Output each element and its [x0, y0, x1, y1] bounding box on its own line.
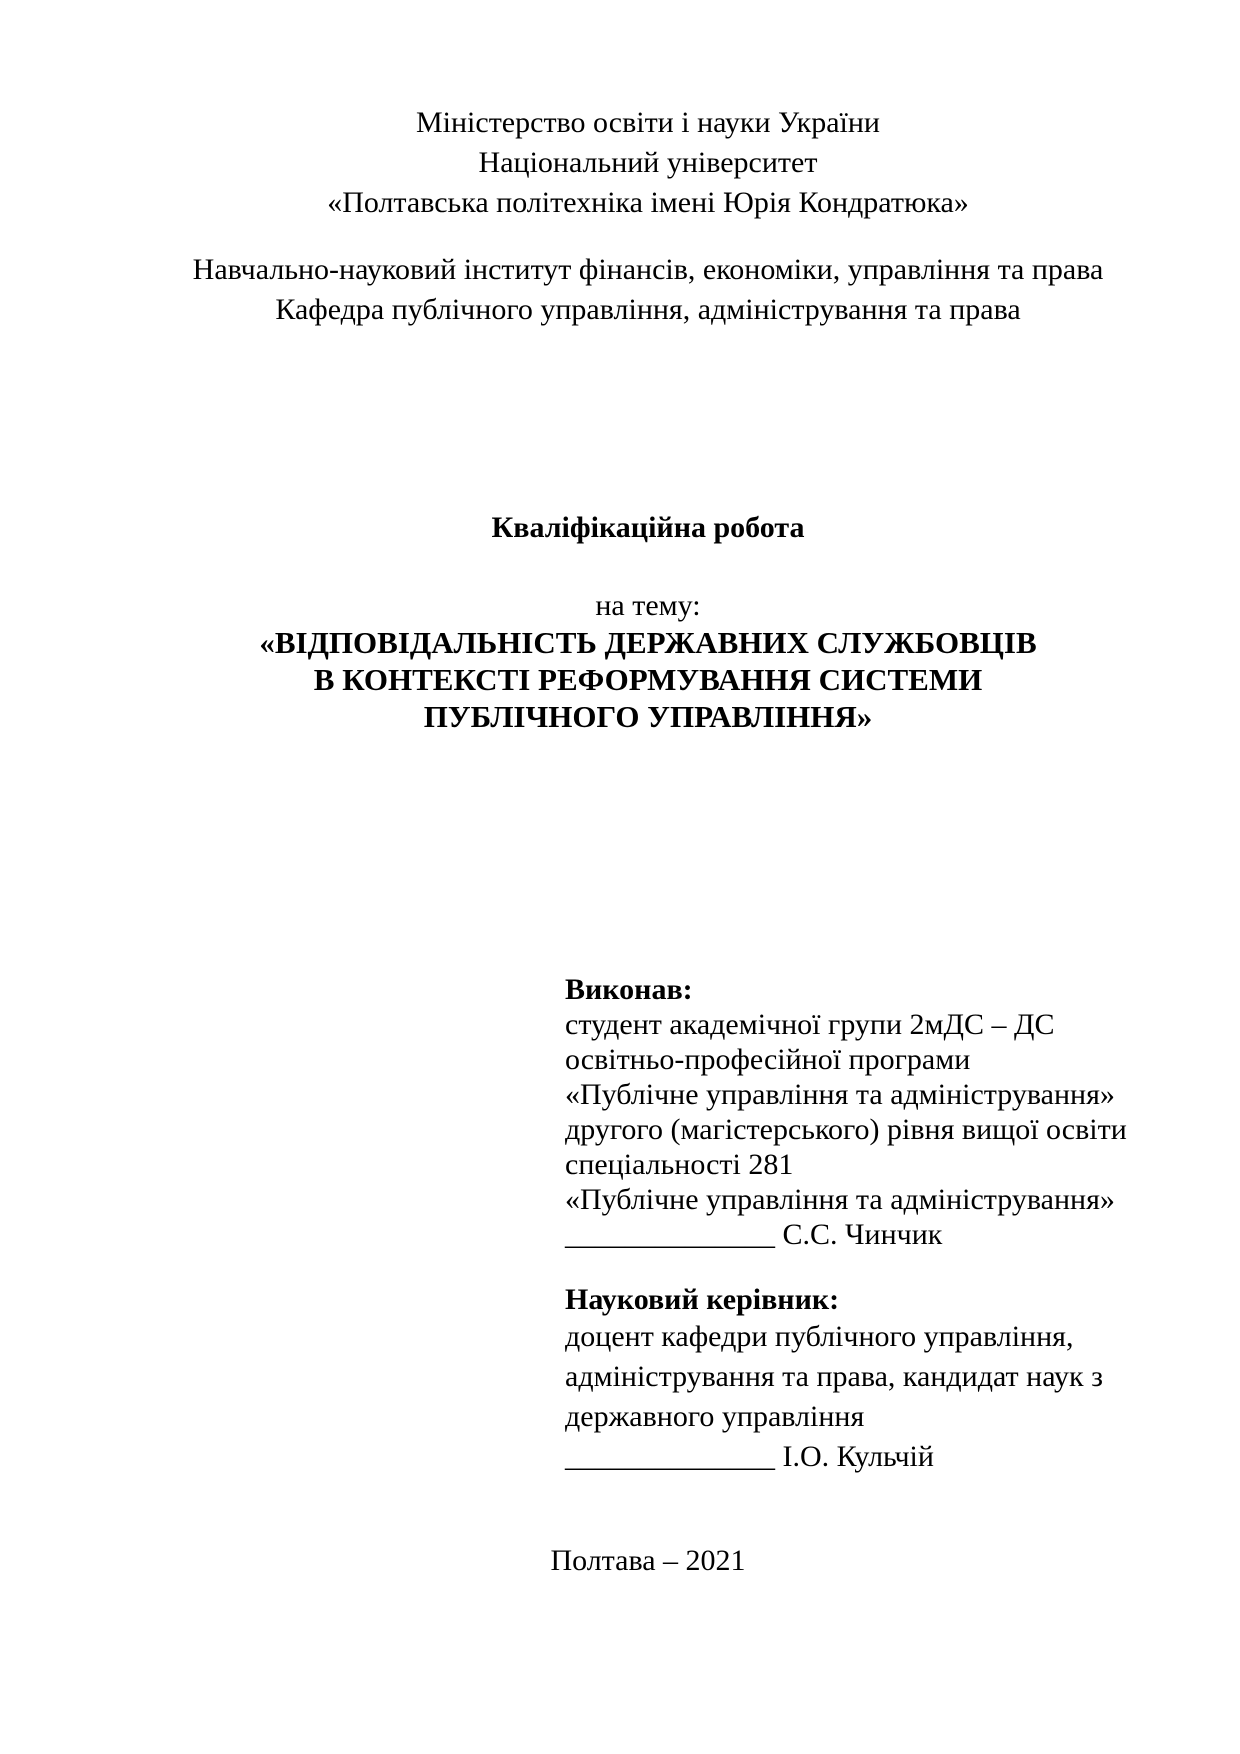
topic-block	[148, 587, 1148, 735]
thesis-title-line: «ВІДПОВІДАЛЬНІСТЬ ДЕРЖАВНИХ СЛУЖБОВЦІВ	[259, 625, 1037, 660]
institute-line: Навчально-науковий інститут фінансів, економіки, управління та права	[192, 253, 1104, 286]
thesis-title-line: В КОНТЕКСТІ РЕФОРМУВАННЯ СИСТЕМИ	[313, 662, 983, 697]
supervisor-line: державного управління	[565, 1400, 865, 1433]
signature-blank: ______________	[565, 1218, 775, 1251]
supervisor-label: Науковий керівник:	[565, 1283, 840, 1316]
author-line: «Публічне управління та адміністрування»	[565, 1183, 1115, 1216]
author-signature-name: С.С. Чинчик	[782, 1218, 943, 1251]
author-line: студент академічної групи 2мДС – ДС	[565, 1008, 1055, 1041]
credits-block	[565, 972, 1148, 1477]
author-line: спеціальності 281	[565, 1148, 794, 1181]
author-signature-line	[565, 1217, 1148, 1252]
city-year-line: Полтава – 2021	[550, 1544, 746, 1577]
department-line: Кафедра публічного управління, адміністрування та права	[275, 293, 1021, 326]
author-line: освітньо-професійної програми	[565, 1043, 971, 1076]
ministry-line: Міністерство освіти і науки України	[415, 106, 880, 139]
signature-blank: ______________	[565, 1440, 775, 1473]
university-name-line: «Полтавська політехніка імені Юрія Кондратюка»	[327, 186, 969, 219]
author-line: другого (магістерського) рівня вищої освіти	[565, 1113, 1127, 1146]
university-line: Національний університет	[478, 146, 818, 179]
header-block	[148, 103, 1148, 330]
thesis-title-line: ПУБЛІЧНОГО УПРАВЛІННЯ»	[423, 699, 873, 734]
topic-label: на тему:	[595, 589, 701, 622]
work-type-heading: Кваліфікаційна робота	[491, 511, 805, 544]
supervisor-signature-line	[565, 1437, 1148, 1477]
supervisor-signature-name: І.О. Кульчій	[782, 1440, 934, 1473]
author-label: Виконав:	[565, 973, 693, 1006]
supervisor-line: адміністрування та права, кандидат наук з	[565, 1360, 1103, 1393]
supervisor-line: доцент кафедри публічного управління,	[565, 1320, 1074, 1353]
author-line: «Публічне управління та адміністрування»	[565, 1078, 1115, 1111]
